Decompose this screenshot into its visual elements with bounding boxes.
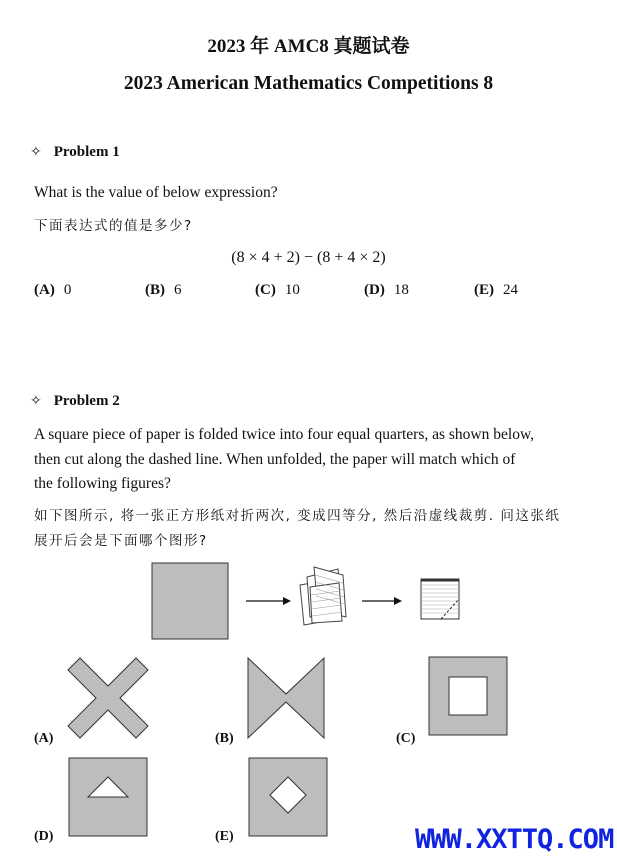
arrow-right-icon [362,597,402,605]
choice-d-value: 18 [393,282,409,298]
problem-2-zh-line-2: 展开后会是下面哪个图形? [34,532,208,549]
problem-2-line-2: then cut along the dashed line. When unfolded, the paper will match which of [34,450,516,468]
choice-e-label: (E) [474,282,494,298]
folded-paper-sheets [300,567,346,625]
choice-c-value: 10 [284,282,300,298]
problem-1-text-zh: 下面表达式的值是多少? [34,218,193,234]
problem-2-heading-label: Problem 2 [53,393,120,409]
page-title-chinese: 2023 年 AMC8 真题试卷 [207,36,410,57]
folded-quarter-with-cut-line [421,579,459,619]
problem-2-zh-line-1: 如下图所示, 将一张正方形纸对折两次, 变成四等分, 然后沿虚线裁剪. 问这张纸 [34,508,561,524]
choice-c [255,282,300,299]
choice-c-label: (C) [255,282,276,298]
option-d-label: (D) [34,829,54,844]
choice-a [34,282,71,299]
choice-b-label: (B) [145,282,165,298]
problem-1-heading-label: Problem 1 [53,144,120,160]
option-b-label: (B) [215,731,234,746]
unfolded-square [152,563,228,639]
option-c-label: (C) [396,731,416,746]
page-title-english: 2023 American Mathematics Competitions 8 [123,73,494,94]
folding-diagram [140,555,480,650]
option-a-label: (A) [34,731,54,746]
problem-2-line-3: the following figures? [34,475,171,492]
problem-2-text-en [34,423,534,497]
problem-2-line-1: A square piece of paper is folded twice into four equal quarters, as shown below, [34,426,535,443]
arrow-right-icon [246,597,291,605]
four-point-star-icon: ✧ [30,393,42,409]
problem-1-text-en: What is the value of below expression? [34,184,278,201]
problem-1-heading [30,144,120,161]
option-e-figure [248,757,330,839]
choice-b [145,282,182,299]
watermark-link[interactable]: WWW.XXTTQ.COM [415,824,614,855]
problem-2-heading [30,393,120,410]
option-c-figure [428,656,510,738]
option-d-figure [68,757,150,839]
option-a-figure [66,656,150,740]
option-e-label: (E) [215,829,234,844]
choice-e [474,282,518,299]
choice-b-value: 6 [174,282,182,298]
option-b-figure [246,656,328,740]
choice-e-value: 24 [503,282,518,298]
problem-2-text-zh [34,504,560,553]
choice-d-label: (D) [364,282,385,298]
choice-a-label: (A) [34,282,55,298]
four-point-star-icon: ✧ [30,144,42,160]
choice-a-value: 0 [63,282,72,298]
problem-1-expression: (8 × 4 + 2) − (8 + 4 × 2) [231,249,386,266]
choice-d [364,282,409,299]
